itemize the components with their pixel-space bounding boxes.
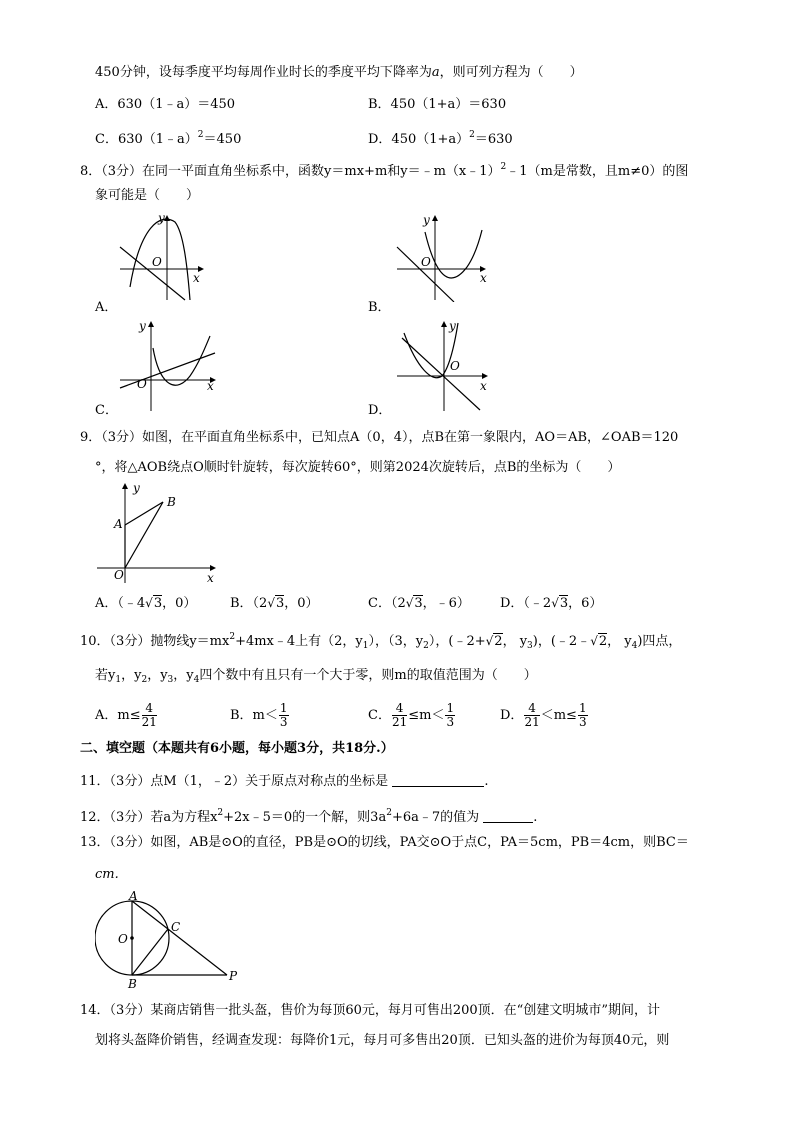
point-label-b: B [167,495,176,509]
q10-option-c: C． $\frac{4}{21}$ ≤m＜ $\frac{1}{3}$ [368,701,455,729]
q7-option-c: C．630（1﹣a）$^2$＝450 [95,130,242,147]
q9-option-a: A．（﹣4√3，0） [95,596,197,611]
point-label-c: C [171,920,181,934]
q13-stem-line2: cm. [95,867,119,882]
axis-label-x: x [207,379,214,393]
q8-stem-line1: 8．（3分）在同一平面直角坐标系中，函数y＝mx+m和y＝﹣m（x﹣1）$^2$﹣1（m是常数，且m≠0）的图 [80,162,689,179]
q8-graph-d [392,318,492,413]
origin-label: O [152,255,162,269]
q11-answer-blank[interactable] [392,772,484,787]
q8-graph-c [115,318,220,413]
q10-option-d: D． $\frac{4}{21}$ ＜m≤ $\frac{1}{3}$ [500,701,587,729]
point-label-o: O [118,932,128,946]
q11-stem: 11．（3分）点M（1，﹣2）关于原点对称点的坐标是 . [80,774,489,789]
q7-stem: 450分钟，设每季度平均每周作业时长的季度平均下降率为a，则可列方程为（ ） [95,65,583,80]
q13-figure [95,890,245,990]
section-2-heading: 二、填空题（本题共有6小题，每小题3分，共18分.） [80,741,394,756]
axis-label-x: x [480,379,487,393]
q8-label-b: B． [368,300,391,315]
axis-label-y: y [423,213,430,227]
q9-figure [95,480,220,585]
axis-label-y: y [158,212,165,225]
q7-option-d: D．$450(1+a)^2=630$ [368,130,513,147]
q10-stem-line1: 10．（3分）抛物线$y=mx^2+4mx﹣4$上有（2，$y_1$），（3，$y_2$），(﹣2+√2， $y_3$)，(﹣2﹣√2， $y_4$)四点， [80,632,682,651]
point-label-a: A [114,517,123,531]
q8-graph-b [392,212,492,302]
axis-label-x: x [480,271,487,285]
q9-option-d: D．（﹣2√3，6） [500,596,603,611]
origin-label: O [421,255,431,269]
q8-label-d: D． [368,403,392,418]
origin-label: O [137,377,147,391]
point-label-p: P [229,969,238,983]
q13-stem-line1: 13．（3分）如图，AB是⊙O的直径，PB是⊙O的切线，PA交⊙O于点C，PA＝5cm，PB＝4cm，则BC＝ [80,835,689,850]
origin-label: O [114,568,124,582]
q10-option-a: A．m≤ $\frac{4}{21}$ [95,701,157,729]
q8-stem-line2: 象可能是（ ） [95,188,200,203]
q7-option-a: A．630（1﹣a）＝450 [95,97,236,112]
q10-option-b: B．m＜ $\frac{1}{3}$ [230,701,288,729]
q14-stem-line2: 划将头盔降价销售，经调查发现：每降价1元，每月可多售出20顶．已知头盔的进价为每顶40元，则 [95,1033,670,1048]
q9-stem-line2: °，将△AOB绕点O顺时针旋转，每次旋转60°，则第2024次旋转后，点B的坐标为（ ） [95,460,621,475]
axis-label-x: x [207,571,214,585]
q9-stem-line1: 9．（3分）如图，在平面直角坐标系中，已知点A（0，4），点B在第一象限内，AO＝AB，∠OAB＝120 [80,430,679,445]
q7-option-b: B．450（1+a）＝630 [368,97,507,112]
q10-stem-line2: 若$y_1$，$y_2$，$y_3$，$y_4$四个数中有且只有一个大于零，则m的取值范围为（ ） [95,668,537,685]
point-label-b: B [128,977,137,990]
q9-option-b: B．（2√3，0） [230,596,319,611]
q8-graph-a [115,212,210,302]
q12-answer-blank[interactable] [483,808,533,823]
axis-label-y: y [133,481,140,495]
q12-stem: 12．（3分）若a为方程$x^2+2x﹣5=0$的一个解，则$3a^2+6a﹣7$的值为 . [80,808,538,825]
point-label-a: A [129,890,138,903]
q14-stem-line1: 14．（3分）某商店销售一批头盔，售价为每顶60元，每月可售出200顶．在“创建文明城市”期间，计 [80,1003,660,1018]
q9-option-c: C．（2√3，﹣6） [368,596,470,611]
origin-label: O [450,359,460,373]
q8-label-c: C． [95,403,118,418]
axis-label-y: y [139,319,146,333]
axis-label-x: x [193,271,200,285]
q8-label-a: A． [95,300,118,315]
axis-label-y: y [449,319,456,333]
